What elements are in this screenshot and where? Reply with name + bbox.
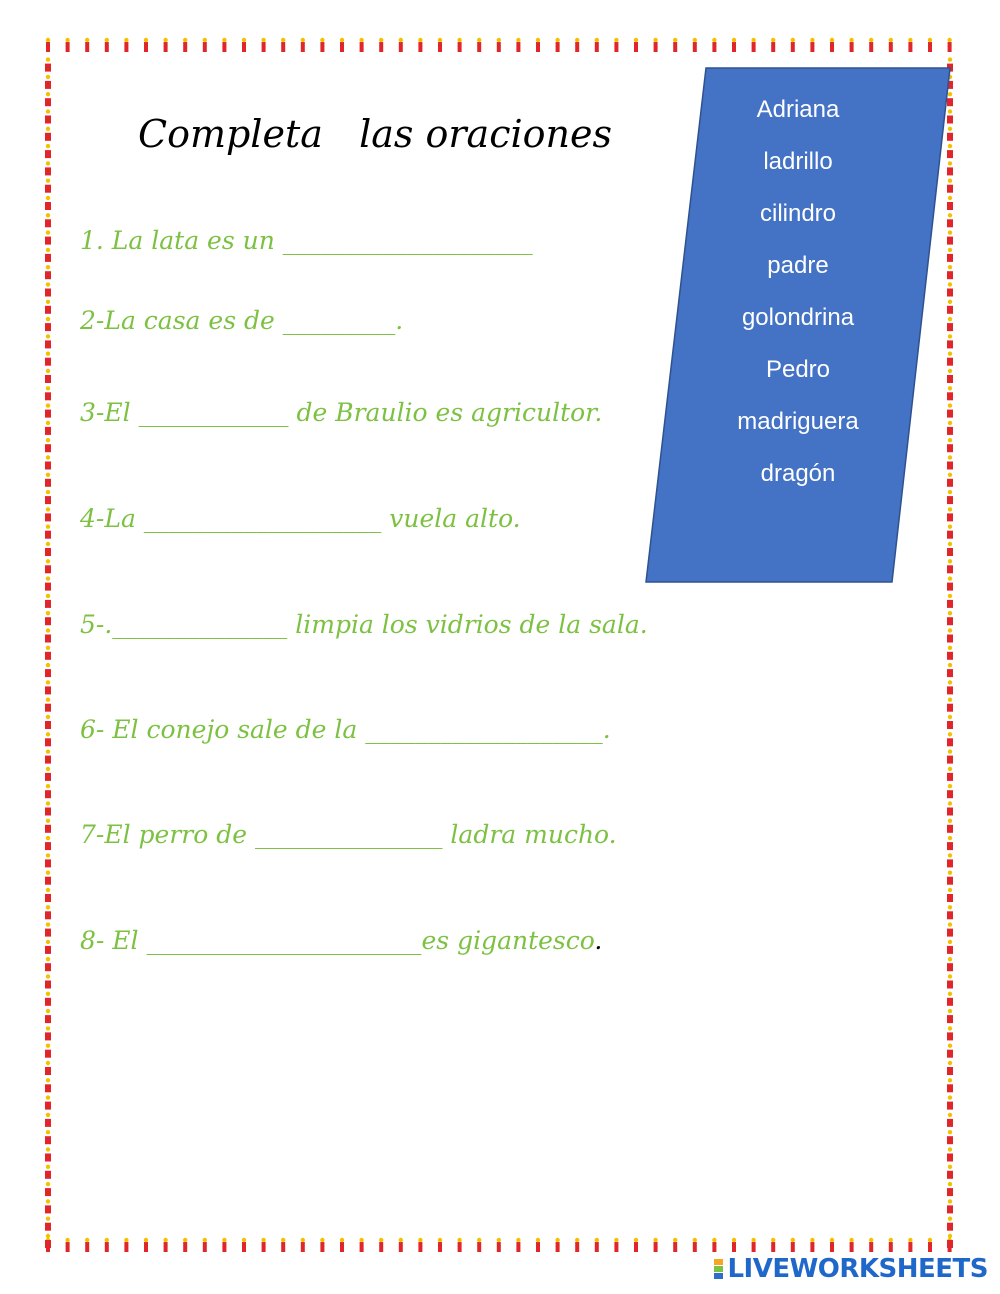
border-firecracker-icon bbox=[45, 922, 51, 936]
border-firecracker-icon bbox=[359, 38, 363, 52]
border-firecracker-icon bbox=[261, 1238, 265, 1252]
border-firecracker-icon bbox=[45, 403, 51, 417]
border-firecracker-icon bbox=[45, 628, 51, 642]
border-firecracker-icon bbox=[379, 38, 383, 52]
border-firecracker-icon bbox=[732, 1238, 736, 1252]
border-firecracker-icon bbox=[359, 1238, 363, 1252]
border-firecracker-icon bbox=[869, 38, 873, 52]
border-firecracker-icon bbox=[45, 1130, 51, 1144]
border-firecracker-icon bbox=[575, 1238, 579, 1252]
border-firecracker-icon bbox=[947, 663, 953, 677]
border-firecracker-icon bbox=[340, 38, 344, 52]
border-firecracker-icon bbox=[771, 1238, 775, 1252]
border-firecracker-icon bbox=[45, 819, 51, 833]
border-firecracker-icon bbox=[947, 715, 953, 729]
sentence-3: 3-El ____________ de Braulio es agricultor. bbox=[80, 398, 603, 427]
border-firecracker-icon bbox=[222, 38, 226, 52]
border-firecracker-icon bbox=[105, 1238, 109, 1252]
border-firecracker-icon bbox=[45, 1234, 51, 1248]
border-firecracker-icon bbox=[399, 1238, 403, 1252]
border-firecracker-icon bbox=[595, 1238, 599, 1252]
border-firecracker-icon bbox=[281, 38, 285, 52]
border-firecracker-icon bbox=[418, 38, 422, 52]
border-firecracker-icon bbox=[45, 144, 51, 158]
border-firecracker-icon bbox=[438, 1238, 442, 1252]
border-firecracker-icon bbox=[947, 611, 953, 625]
border-firecracker-icon bbox=[183, 38, 187, 52]
border-firecracker-icon bbox=[516, 1238, 520, 1252]
border-firecracker-icon bbox=[653, 38, 657, 52]
border-firecracker-icon bbox=[751, 38, 755, 52]
border-firecracker-icon bbox=[947, 992, 953, 1006]
border-firecracker-icon bbox=[849, 38, 853, 52]
logo-icon bbox=[714, 1259, 723, 1279]
border-firecracker-icon bbox=[45, 1095, 51, 1109]
border-firecracker-icon bbox=[947, 1234, 953, 1248]
border-firecracker-icon bbox=[163, 1238, 167, 1252]
border-firecracker-icon bbox=[947, 853, 953, 867]
border-firecracker-icon bbox=[555, 1238, 559, 1252]
word-bank-item: dragón bbox=[760, 460, 836, 487]
border-firecracker-icon bbox=[45, 1182, 51, 1196]
border-firecracker-icon bbox=[45, 179, 51, 193]
border-firecracker-icon bbox=[947, 732, 953, 746]
border-firecracker-icon bbox=[457, 1238, 461, 1252]
border-firecracker-icon bbox=[869, 1238, 873, 1252]
border-firecracker-icon bbox=[595, 38, 599, 52]
border-firecracker-icon bbox=[242, 38, 246, 52]
border-firecracker-icon bbox=[301, 1238, 305, 1252]
border-firecracker-icon bbox=[947, 1113, 953, 1127]
border-firecracker-icon bbox=[477, 38, 481, 52]
border-firecracker-icon bbox=[45, 265, 51, 279]
border-firecracker-icon bbox=[45, 161, 51, 175]
border-firecracker-icon bbox=[45, 75, 51, 89]
border-firecracker-icon bbox=[45, 767, 51, 781]
border-firecracker-icon bbox=[45, 248, 51, 262]
border-firecracker-icon bbox=[85, 38, 89, 52]
border-firecracker-icon bbox=[555, 38, 559, 52]
border-firecracker-icon bbox=[947, 1095, 953, 1109]
sentence-8 bbox=[80, 926, 602, 955]
border-firecracker-icon bbox=[928, 1238, 932, 1252]
border-firecracker-icon bbox=[320, 1238, 324, 1252]
border-firecracker-icon bbox=[947, 1199, 953, 1213]
border-firecracker-icon bbox=[908, 38, 912, 52]
border-firecracker-icon bbox=[947, 1078, 953, 1092]
border-firecracker-icon bbox=[830, 1238, 834, 1252]
border-firecracker-icon bbox=[45, 974, 51, 988]
border-firecracker-icon bbox=[947, 974, 953, 988]
border-firecracker-icon bbox=[45, 940, 51, 954]
worksheet-title: Completa las oraciones bbox=[138, 112, 612, 156]
border-firecracker-icon bbox=[45, 317, 51, 331]
border-firecracker-icon bbox=[947, 888, 953, 902]
border-firecracker-icon bbox=[673, 38, 677, 52]
border-firecracker-icon bbox=[45, 455, 51, 469]
border-firecracker-icon bbox=[45, 1165, 51, 1179]
border-firecracker-icon bbox=[947, 749, 953, 763]
border-firecracker-icon bbox=[947, 680, 953, 694]
logo-text: LIVEWORKSHEETS bbox=[727, 1254, 988, 1284]
border-firecracker-icon bbox=[45, 1009, 51, 1023]
border-firecracker-icon bbox=[45, 957, 51, 971]
border-firecracker-icon bbox=[457, 38, 461, 52]
border-firecracker-icon bbox=[144, 1238, 148, 1252]
border-firecracker-icon bbox=[124, 1238, 128, 1252]
border-firecracker-icon bbox=[947, 905, 953, 919]
border-firecracker-icon bbox=[947, 698, 953, 712]
border-firecracker-icon bbox=[477, 1238, 481, 1252]
border-firecracker-icon bbox=[947, 1130, 953, 1144]
border-firecracker-icon bbox=[791, 38, 795, 52]
border-firecracker-icon bbox=[45, 1061, 51, 1075]
sentence-8-text: 8- El ______________________es gigantesco bbox=[80, 926, 595, 955]
border-firecracker-icon bbox=[45, 282, 51, 296]
border-firecracker-icon bbox=[947, 784, 953, 798]
word-bank-item: padre bbox=[767, 252, 829, 279]
border-firecracker-icon bbox=[399, 38, 403, 52]
border-firecracker-icon bbox=[45, 1044, 51, 1058]
border-firecracker-icon bbox=[45, 213, 51, 227]
border-firecracker-icon bbox=[947, 38, 951, 52]
border-firecracker-icon bbox=[203, 1238, 207, 1252]
border-firecracker-icon bbox=[45, 196, 51, 210]
border-firecracker-icon bbox=[614, 1238, 618, 1252]
sentence-2: 2-La casa es de _________. bbox=[80, 306, 404, 335]
border-firecracker-icon bbox=[810, 1238, 814, 1252]
border-firecracker-icon bbox=[45, 594, 51, 608]
border-firecracker-icon bbox=[45, 300, 51, 314]
border-firecracker-icon bbox=[320, 38, 324, 52]
border-firecracker-icon bbox=[653, 1238, 657, 1252]
border-firecracker-icon bbox=[45, 92, 51, 106]
border-firecracker-icon bbox=[45, 490, 51, 504]
border-firecracker-icon bbox=[947, 1061, 953, 1075]
border-firecracker-icon bbox=[849, 1238, 853, 1252]
border-firecracker-icon bbox=[45, 853, 51, 867]
border-firecracker-icon bbox=[438, 38, 442, 52]
border-firecracker-icon bbox=[45, 109, 51, 123]
border-firecracker-icon bbox=[45, 1078, 51, 1092]
border-firecracker-icon bbox=[45, 473, 51, 487]
border-firecracker-icon bbox=[673, 1238, 677, 1252]
border-firecracker-icon bbox=[261, 38, 265, 52]
border-firecracker-icon bbox=[536, 1238, 540, 1252]
border-firecracker-icon bbox=[144, 38, 148, 52]
border-firecracker-icon bbox=[183, 1238, 187, 1252]
border-firecracker-icon bbox=[947, 628, 953, 642]
border-firecracker-icon bbox=[301, 38, 305, 52]
sentence-4: 4-La ___________________ vuela alto. bbox=[80, 504, 521, 533]
border-firecracker-icon bbox=[281, 1238, 285, 1252]
border-firecracker-icon bbox=[45, 801, 51, 815]
border-firecracker-icon bbox=[947, 836, 953, 850]
border-firecracker-icon bbox=[712, 1238, 716, 1252]
border-firecracker-icon bbox=[614, 38, 618, 52]
border-firecracker-icon bbox=[45, 525, 51, 539]
border-firecracker-icon bbox=[45, 888, 51, 902]
border-firecracker-icon bbox=[45, 732, 51, 746]
border-firecracker-icon bbox=[516, 38, 520, 52]
border-firecracker-icon bbox=[45, 421, 51, 435]
border-firecracker-icon bbox=[45, 1113, 51, 1127]
word-bank-item: Adriana bbox=[756, 96, 840, 123]
border-firecracker-icon bbox=[908, 1238, 912, 1252]
border-firecracker-icon bbox=[45, 352, 51, 366]
border-firecracker-icon bbox=[497, 38, 501, 52]
border-firecracker-icon bbox=[45, 230, 51, 244]
border-firecracker-icon bbox=[65, 1238, 69, 1252]
border-firecracker-icon bbox=[105, 38, 109, 52]
border-firecracker-icon bbox=[771, 38, 775, 52]
border-firecracker-icon bbox=[45, 1026, 51, 1040]
border-firecracker-icon bbox=[203, 38, 207, 52]
border-firecracker-icon bbox=[947, 801, 953, 815]
border-firecracker-icon bbox=[45, 127, 51, 141]
border-firecracker-icon bbox=[163, 38, 167, 52]
border-firecracker-icon bbox=[85, 1238, 89, 1252]
word-bank-item: madriguera bbox=[737, 408, 859, 435]
border-firecracker-icon bbox=[46, 38, 50, 52]
border-firecracker-icon bbox=[889, 38, 893, 52]
word-bank-item: golondrina bbox=[741, 304, 855, 331]
border-firecracker-icon bbox=[222, 1238, 226, 1252]
border-firecracker-icon bbox=[124, 38, 128, 52]
border-firecracker-icon bbox=[45, 698, 51, 712]
border-firecracker-icon bbox=[947, 1217, 953, 1231]
border-firecracker-icon bbox=[928, 38, 932, 52]
border-firecracker-icon bbox=[45, 992, 51, 1006]
border-firecracker-icon bbox=[830, 38, 834, 52]
border-firecracker-icon bbox=[634, 38, 638, 52]
sentence-6: 6- El conejo sale de la ___________________. bbox=[80, 715, 611, 744]
border-firecracker-icon bbox=[947, 1147, 953, 1161]
border-firecracker-icon bbox=[45, 369, 51, 383]
border-firecracker-icon bbox=[947, 1009, 953, 1023]
border-firecracker-icon bbox=[45, 334, 51, 348]
border-firecracker-icon bbox=[732, 38, 736, 52]
border-firecracker-icon bbox=[65, 38, 69, 52]
sentence-8-period: . bbox=[594, 926, 603, 955]
sentence-1: 1. La lata es un ____________________ bbox=[80, 226, 533, 255]
border-firecracker-icon bbox=[947, 646, 953, 660]
border-firecracker-icon bbox=[751, 1238, 755, 1252]
border-firecracker-icon bbox=[45, 611, 51, 625]
border-firecracker-icon bbox=[693, 38, 697, 52]
border-firecracker-icon bbox=[947, 1026, 953, 1040]
border-firecracker-icon bbox=[45, 715, 51, 729]
border-firecracker-icon bbox=[947, 1182, 953, 1196]
border-firecracker-icon bbox=[45, 1217, 51, 1231]
border-firecracker-icon bbox=[45, 680, 51, 694]
border-firecracker-icon bbox=[810, 38, 814, 52]
border-firecracker-icon bbox=[947, 1044, 953, 1058]
liveworksheets-logo bbox=[714, 1254, 988, 1284]
border-firecracker-icon bbox=[45, 663, 51, 677]
border-firecracker-icon bbox=[45, 1199, 51, 1213]
border-firecracker-icon bbox=[947, 767, 953, 781]
border-firecracker-icon bbox=[45, 646, 51, 660]
border-firecracker-icon bbox=[497, 1238, 501, 1252]
word-bank-item: ladrillo bbox=[763, 148, 833, 175]
border-firecracker-icon bbox=[418, 1238, 422, 1252]
border-firecracker-icon bbox=[947, 940, 953, 954]
word-bank-item: cilindro bbox=[759, 200, 837, 227]
border-firecracker-icon bbox=[379, 1238, 383, 1252]
border-firecracker-icon bbox=[340, 1238, 344, 1252]
border-firecracker-icon bbox=[947, 594, 953, 608]
border-firecracker-icon bbox=[634, 1238, 638, 1252]
border-firecracker-icon bbox=[791, 1238, 795, 1252]
border-firecracker-icon bbox=[947, 957, 953, 971]
border-firecracker-icon bbox=[536, 38, 540, 52]
border-firecracker-icon bbox=[45, 871, 51, 885]
border-firecracker-icon bbox=[45, 507, 51, 521]
border-firecracker-icon bbox=[947, 1165, 953, 1179]
border-firecracker-icon bbox=[45, 1147, 51, 1161]
border-firecracker-icon bbox=[45, 57, 51, 71]
border-firecracker-icon bbox=[889, 1238, 893, 1252]
border-firecracker-icon bbox=[947, 819, 953, 833]
border-firecracker-icon bbox=[45, 542, 51, 556]
border-firecracker-icon bbox=[45, 386, 51, 400]
border-firecracker-icon bbox=[947, 871, 953, 885]
border-firecracker-icon bbox=[242, 1238, 246, 1252]
border-firecracker-icon bbox=[693, 1238, 697, 1252]
border-firecracker-icon bbox=[45, 438, 51, 452]
border-firecracker-icon bbox=[45, 576, 51, 590]
border-firecracker-icon bbox=[45, 836, 51, 850]
sentence-7: 7-El perro de _______________ ladra mucho. bbox=[80, 820, 617, 849]
border-firecracker-icon bbox=[45, 784, 51, 798]
border-firecracker-icon bbox=[575, 38, 579, 52]
border-firecracker-icon bbox=[45, 905, 51, 919]
border-firecracker-icon bbox=[45, 749, 51, 763]
border-firecracker-icon bbox=[45, 559, 51, 573]
sentence-5: 5-.______________ limpia los vidrios de la sala. bbox=[80, 610, 648, 639]
word-bank-item: Pedro bbox=[765, 356, 831, 383]
border-firecracker-icon bbox=[712, 38, 716, 52]
border-firecracker-icon bbox=[947, 922, 953, 936]
